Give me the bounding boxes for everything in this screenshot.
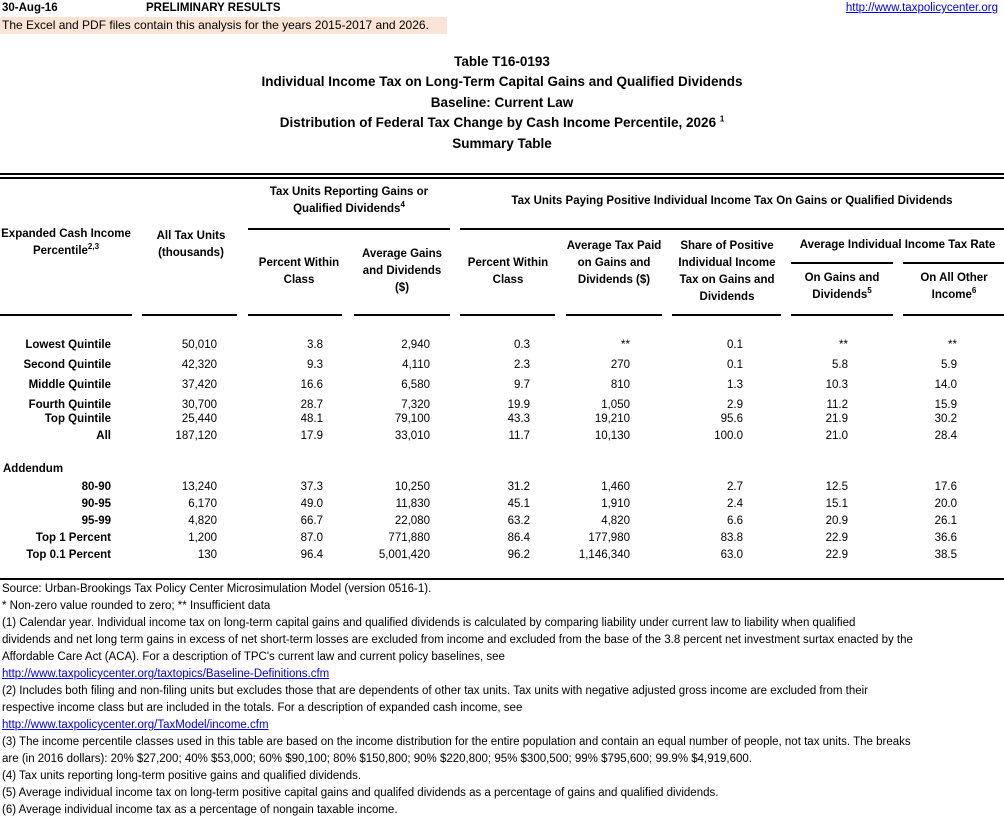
table-cell: 0.1	[727, 359, 743, 371]
addendum-label: Addendum	[3, 463, 64, 475]
col-header-percentile	[0, 226, 132, 260]
table-cell: 15.1	[825, 498, 848, 510]
status-label: PRELIMINARY RESULTS	[146, 2, 281, 14]
table-cell: 11,830	[395, 498, 430, 510]
table-cell: 2,940	[401, 339, 430, 351]
table-cell: 25,440	[181, 413, 217, 425]
site-link[interactable]: http://www.taxpolicycenter.org	[845, 2, 998, 14]
table-cell: 4,820	[188, 515, 217, 527]
table-cell: 37,420	[181, 379, 217, 391]
table-cell: 63.0	[720, 549, 743, 561]
table-cell: 10,130	[594, 430, 630, 442]
footnote-2a: (2) Includes both filing and non-filing units but excludes those that are dependents of other tax units. Tax units with negative adjusted gross income are excluded from their	[2, 685, 868, 697]
table-cell: 21.9	[825, 413, 848, 425]
table-cell: 21.0	[825, 430, 848, 442]
table-cell: 5.9	[941, 359, 957, 371]
title-block	[0, 52, 1004, 154]
footnote-4: (4) Tax units reporting long-term positive gains and qualified dividends.	[2, 770, 362, 782]
footnote-ref: 4	[400, 200, 405, 210]
col-rule	[566, 314, 662, 316]
col-rule	[354, 314, 450, 316]
table-cell: 130	[197, 549, 217, 561]
table-cell: 2.3	[514, 359, 530, 371]
table-id: Table T16-0193	[454, 54, 550, 69]
col-header-avg-tax: Average Tax Paid on Gains and Dividends ($)	[566, 240, 662, 286]
footnote-ref: 1	[719, 114, 725, 124]
col-header-share-tax: Share of Positive Individual Income Tax on Gains and Dividends	[678, 240, 776, 303]
table-cell: 79,100	[394, 413, 430, 425]
table-cell: 22.9	[825, 549, 848, 561]
footnote-3a: (3) The income percentile classes used in this table are based on the income distribution for the entire population and contain an equal number of people, not tax units. The breaks	[2, 736, 911, 748]
table-cell: 2.4	[727, 498, 743, 510]
group-header-reporting-text: Tax Units Reporting Gains or Qualified Dividends	[269, 186, 429, 215]
table-cell: 771,880	[388, 532, 430, 544]
table-cell: 13,240	[181, 481, 217, 493]
row-label: Second Quintile	[23, 359, 111, 371]
table-cell: 96.4	[300, 549, 323, 561]
row-label: Middle Quintile	[28, 379, 111, 391]
footnote-1c: Affordable Care Act (ACA). For a description of TPC's current law and current policy baselines, see	[2, 651, 505, 663]
col-rule	[903, 314, 1004, 316]
col-header-rate-gains	[796, 270, 888, 304]
title-line1: Individual Income Tax on Long-Term Capital Gains and Qualified Dividends	[261, 74, 743, 90]
group-rule-rate-1	[791, 262, 893, 264]
table-cell: 1,460	[601, 481, 630, 493]
footnote-5: (5) Average individual income tax on long-term positive capital gains and qualifed dividends as a percentage of gains and qualified dividends.	[2, 787, 719, 799]
table-cell: 37.3	[300, 481, 323, 493]
table-cell: 86.4	[507, 532, 530, 544]
table-cell: 10.3	[825, 379, 848, 391]
table-cell: 19.9	[507, 399, 530, 411]
col-header-pct-paying: Percent Within Class	[467, 257, 549, 286]
row-label: Top Quintile	[44, 413, 111, 425]
row-label: 95-99	[81, 515, 111, 527]
group-header-rate: Average Individual Income Tax Rate	[799, 239, 996, 251]
table-cell: 6.6	[727, 515, 743, 527]
table-cell: 0.3	[514, 339, 530, 351]
table-cell: 16.6	[300, 379, 323, 391]
col-header-pct-reporting: Percent Within Class	[258, 257, 340, 286]
table-cell: 12.5	[825, 481, 848, 493]
table-cell: 49.0	[300, 498, 323, 510]
footnote-ref: 5	[867, 286, 872, 296]
footnotes	[2, 581, 1002, 819]
col-header-all-units: All Tax Units (thousands)	[156, 230, 226, 259]
table-cell: 810	[610, 379, 630, 391]
report-date: 30-Aug-16	[2, 2, 58, 14]
table-cell: 48.1	[300, 413, 323, 425]
row-label: Fourth Quintile	[28, 399, 111, 411]
table-cell: 20.9	[825, 515, 848, 527]
row-label: Top 1 Percent	[35, 532, 111, 544]
table-cell: 6,170	[188, 498, 217, 510]
table-cell: **	[621, 339, 630, 351]
table-cell: 1,200	[188, 532, 217, 544]
table-cell: 4,820	[601, 515, 630, 527]
table-cell: 26.1	[934, 515, 957, 527]
table-cell: 45.1	[507, 498, 530, 510]
table-cell: 30,700	[181, 399, 217, 411]
table-cell: 9.3	[307, 359, 323, 371]
top-rule-2	[0, 177, 1004, 179]
col-header-rate-gains-text: On Gains and Dividends	[804, 272, 880, 301]
row-label: 80-90	[81, 481, 111, 493]
table-cell: 2.9	[727, 399, 743, 411]
footnote-1b: dividends and net long term gains in excess of net short-term losses are excluded from income and excluded from the base of the 3.8 percent net investment surtax enacted by the	[2, 634, 913, 646]
group-header-paying: Tax Units Paying Positive Individual Income Tax On Gains or Qualified Dividends	[511, 195, 953, 207]
row-label: 90-95	[81, 498, 111, 510]
title-line4: Summary Table	[452, 135, 552, 151]
table-cell: 31.2	[507, 481, 530, 493]
title-line2: Baseline: Current Law	[430, 94, 574, 110]
table-cell: 14.0	[934, 379, 957, 391]
title-line3-text: Distribution of Federal Tax Change by Cash Income Percentile, 2026	[279, 115, 717, 131]
table-cell: **	[948, 339, 957, 351]
table-cell: 20.0	[934, 498, 957, 510]
group-rule-paying	[460, 228, 1004, 230]
table-cell: 30.2	[934, 413, 957, 425]
table-cell: 10,250	[394, 481, 430, 493]
table-cell: 1,910	[601, 498, 630, 510]
table-cell: 43.3	[507, 413, 530, 425]
table-cell: 1.3	[727, 379, 743, 391]
table-cell: 270	[610, 359, 630, 371]
table-cell: 7,320	[401, 399, 430, 411]
table-cell: 9.7	[514, 379, 530, 391]
footnote-1a: (1) Calendar year. Individual income tax on long-term capital gains and qualified dividends is calculated by comparing liability under current law to liability when qualified	[2, 617, 856, 629]
bottom-rule	[0, 578, 1004, 580]
table-cell: 22.9	[825, 532, 848, 544]
col-header-rate-other	[908, 270, 1000, 304]
footnote-ref: 6	[971, 286, 977, 296]
footnote-2b: respective income class but are included in the totals. For a description of expanded cash income, see	[2, 702, 523, 714]
group-header-reporting	[248, 184, 450, 218]
col-rule	[142, 314, 237, 316]
table-cell: 17.9	[300, 430, 323, 442]
table-cell: 177,980	[588, 532, 630, 544]
table-cell: 33,010	[394, 430, 430, 442]
table-cell: 1,146,340	[578, 549, 630, 561]
group-rule-rate-2	[903, 262, 1004, 264]
top-rule	[0, 173, 1004, 175]
table-cell: 36.6	[934, 532, 957, 544]
table-cell: 5,001,420	[378, 549, 430, 561]
table-cell: 28.7	[300, 399, 323, 411]
table-cell: 96.2	[507, 549, 530, 561]
table-cell: 28.4	[934, 430, 957, 442]
table-cell: 22,080	[394, 515, 430, 527]
table-cell: 66.7	[300, 515, 323, 527]
table-cell: 19,210	[594, 413, 630, 425]
table-cell: **	[839, 339, 848, 351]
col-rule	[791, 314, 893, 316]
footnote-source: Source: Urban-Brookings Tax Policy Center Microsimulation Model (version 0516-1).	[2, 583, 432, 595]
table-cell: 17.6	[934, 481, 957, 493]
table-cell: 38.5	[934, 549, 957, 561]
group-rule-reporting	[248, 228, 450, 230]
table-cell: 11.7	[508, 430, 530, 442]
income-definition-link[interactable]: http://www.taxpolicycenter.org/TaxModel/income.cfm	[2, 719, 269, 731]
table-cell: 0.1	[727, 339, 743, 351]
table-cell: 95.6	[720, 413, 743, 425]
table-cell: 83.8	[720, 532, 743, 544]
table-cell: 6,580	[401, 379, 430, 391]
table-cell: 5.8	[832, 359, 848, 371]
table-cell: 4,110	[402, 359, 430, 371]
table-cell: 15.9	[934, 399, 957, 411]
table-cell: 63.2	[507, 515, 530, 527]
col-rule	[0, 314, 132, 316]
footnote-3b: are (in 2016 dollars): 20% $27,200; 40% $53,000; 60% $90,100; 80% $150,800; 90% $220,800; 95% $300,500; 99% $795,600; 99.9% $4,919,600.	[2, 753, 753, 765]
col-header-avg-gains: Average Gains and Dividends ($)	[361, 248, 443, 294]
row-label: All	[96, 430, 111, 442]
footnote-ref: 2,3	[87, 242, 100, 252]
row-label: Top 0.1 Percent	[26, 549, 111, 561]
table-cell: 1,050	[601, 399, 630, 411]
col-rule	[248, 314, 342, 316]
footnote-6: (6) Average individual income tax as a percentage of nongain taxable income.	[2, 804, 398, 816]
table-cell: 2.7	[727, 481, 743, 493]
baseline-definitions-link[interactable]: http://www.taxpolicycenter.org/taxtopics/Baseline-Definitions.cfm	[2, 668, 330, 680]
table-cell: 187,120	[175, 430, 217, 442]
col-rule	[672, 314, 781, 316]
table-cell: 3.8	[307, 339, 323, 351]
col-header-rate-other-text: On All Other Income	[920, 272, 988, 301]
table-cell: 11.2	[826, 399, 848, 411]
table-cell: 42,320	[181, 359, 217, 371]
footnote-legend: * Non-zero value rounded to zero; ** Insufficient data	[2, 600, 271, 612]
table-cell: 50,010	[181, 339, 217, 351]
notice-banner: The Excel and PDF files contain this analysis for the years 2015-2017 and 2026.	[0, 17, 447, 34]
col-rule	[460, 314, 555, 316]
row-label: Lowest Quintile	[25, 339, 111, 351]
title-line3	[0, 113, 1004, 133]
table-cell: 87.0	[300, 532, 323, 544]
table-cell: 100.0	[714, 430, 743, 442]
col-header-percentile-text: Expanded Cash Income Percentile	[1, 228, 131, 257]
